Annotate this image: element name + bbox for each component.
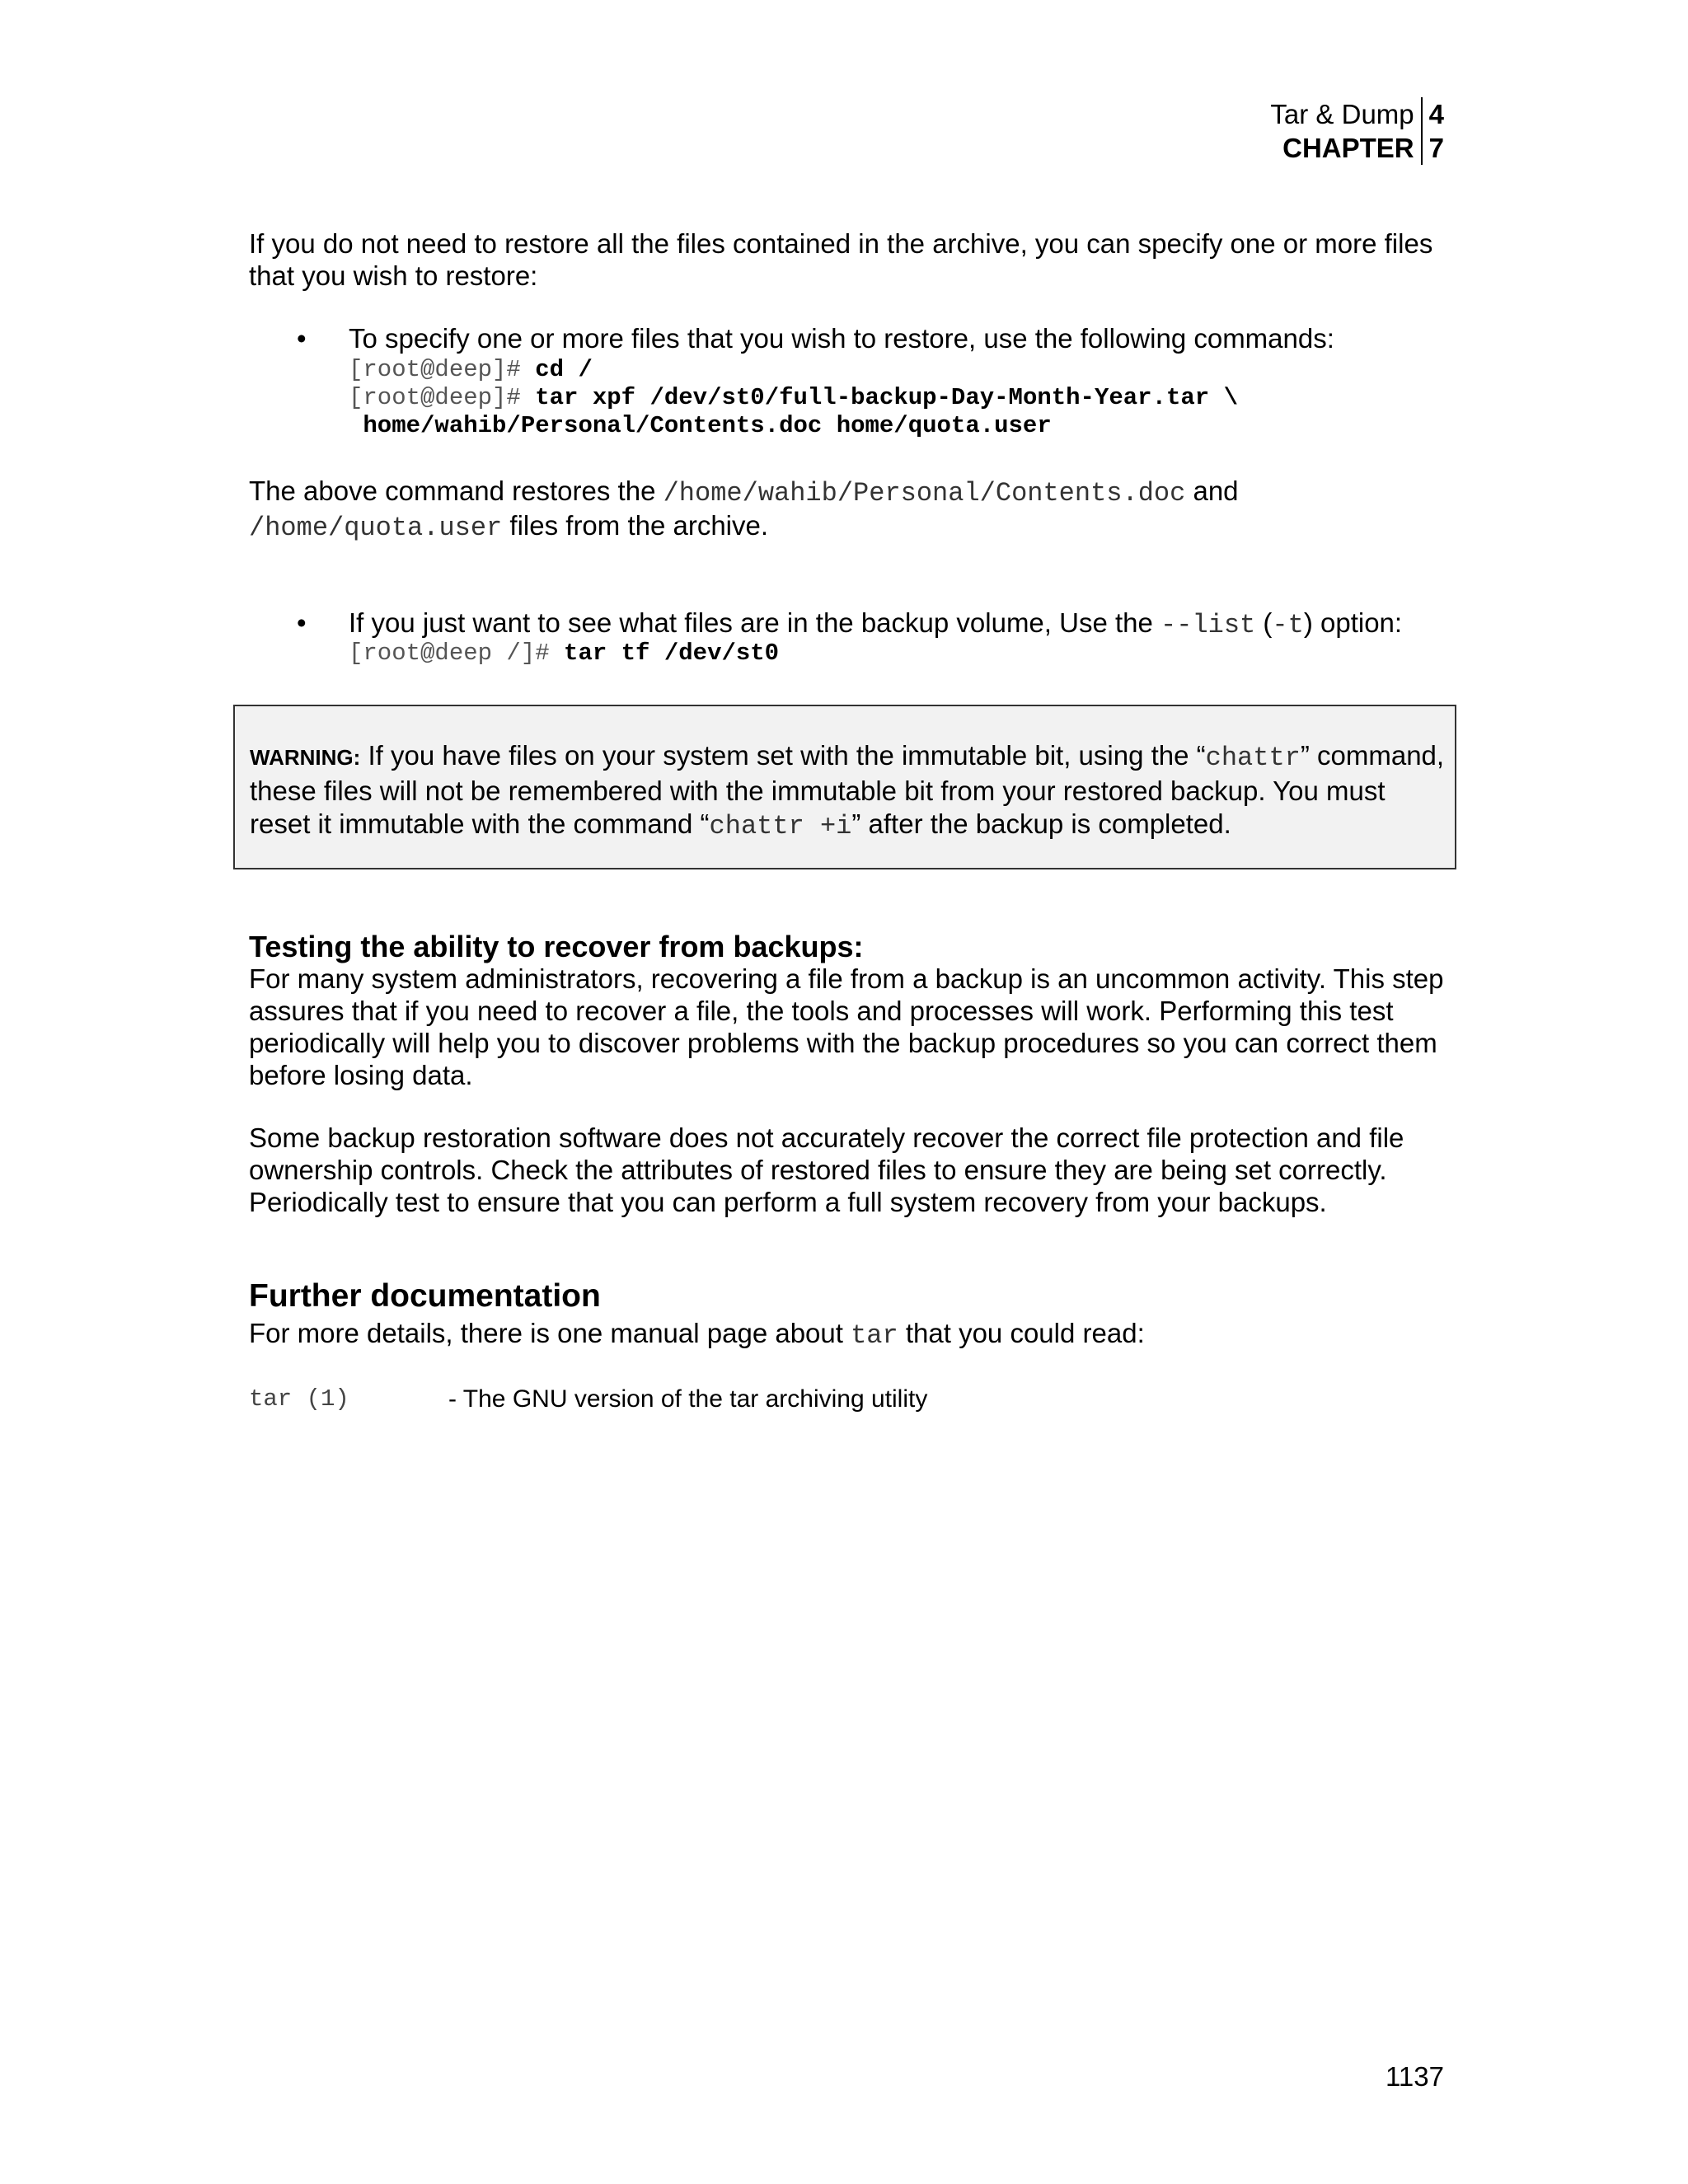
code-line-1 <box>349 356 593 384</box>
man-page-desc: - The GNU version of the tar archiving utility <box>448 1385 928 1413</box>
further-doc-text <box>249 1317 1446 1352</box>
warning-code-2: chattr +i <box>709 811 852 841</box>
header-left <box>1270 97 1422 165</box>
warning-text-2: ” command, these files will not be remembered with the immutable bit from your restored backup. You must reset it immutable with the command “ <box>250 740 1445 839</box>
bullet2-text-1: If you just want to see what files are in the backup volume, Use the <box>349 607 1161 638</box>
warning-text-1: If you have files on your system set with the immutable bit, using the “ <box>360 740 1206 771</box>
warning-code-1: chattr <box>1205 743 1301 773</box>
further-doc-text-1: For more details, there is one manual page about <box>249 1318 851 1348</box>
bullet-marker: • <box>297 607 307 638</box>
code-line-2 <box>349 384 1238 412</box>
code-command: tar xpf /dev/st0/full-backup-Day-Month-Year.tar \ <box>535 384 1238 411</box>
restore-note-path-2: /home/quota.user <box>249 513 503 543</box>
chapter-number <box>1423 97 1444 165</box>
code-command: cd / <box>535 356 593 383</box>
chapter-digit-1: 4 <box>1428 99 1444 129</box>
page-header <box>1270 97 1444 165</box>
bullet-text: To specify one or more files that you wish to restore, use the following commands: <box>349 323 1334 354</box>
intro-paragraph: If you do not need to restore all the files contained in the archive, you can specify one or more files that you wish to restore: <box>249 228 1433 291</box>
man-page-ref: tar (1) <box>249 1385 349 1413</box>
restore-note-text-3: files from the archive. <box>502 510 769 541</box>
bullet2-text-2: ( <box>1255 607 1273 638</box>
code-prompt: [root@deep]# <box>349 384 536 411</box>
warning-box <box>233 705 1456 869</box>
testing-heading: Testing the ability to recover from backups: <box>249 930 864 963</box>
code-prompt: [root@deep]# <box>349 356 536 383</box>
code-command: home/wahib/Personal/Contents.doc home/quota.user <box>363 412 1052 439</box>
restore-note-text-2: and <box>1185 476 1239 506</box>
warning-text <box>250 739 1445 843</box>
chapter-digit-2: 7 <box>1428 133 1444 163</box>
bullet-marker: • <box>297 323 307 354</box>
code-prompt <box>349 412 363 439</box>
testing-paragraph-1: For many system administrators, recovering a file from a backup is an uncommon activity. This step assures that if you need to recover a file, the tools and processes will work. Performing this test periodically will help you to discover problems with the backup procedures so you can correct them before losing data. <box>249 963 1444 1090</box>
page-number: 1137 <box>1386 2061 1444 2092</box>
testing-paragraph-2: Some backup restoration software does not accurately recover the correct file protection and file ownership controls. Check the attributes of restored files to ensure they are being set correctly. Periodically test to ensure that you can perform a full system recovery from your backups. <box>249 1122 1404 1217</box>
restore-note <box>249 475 1446 544</box>
code-command: tar tf /dev/st0 <box>564 640 780 667</box>
t-option-code: -t <box>1272 610 1304 640</box>
further-doc-code: tar <box>851 1320 898 1351</box>
further-doc-text-2: that you could read: <box>898 1318 1145 1348</box>
warning-label: WARNING: <box>250 745 361 770</box>
code-prompt: [root@deep /]# <box>349 640 565 667</box>
code-line-3 <box>349 412 1052 440</box>
bullet-text <box>349 607 1402 641</box>
bullet2-text-3: ) option: <box>1303 607 1403 638</box>
section-title: Tar & Dump <box>1270 99 1414 129</box>
further-doc-heading: Further documentation <box>249 1278 601 1314</box>
code-line-list <box>349 640 779 668</box>
chapter-label: CHAPTER <box>1282 133 1414 163</box>
restore-note-text-1: The above command restores the <box>249 476 663 506</box>
restore-note-path-1: /home/wahib/Personal/Contents.doc <box>663 478 1186 509</box>
warning-text-3: ” after the backup is completed. <box>851 808 1231 839</box>
list-option-code: --list <box>1160 610 1256 640</box>
